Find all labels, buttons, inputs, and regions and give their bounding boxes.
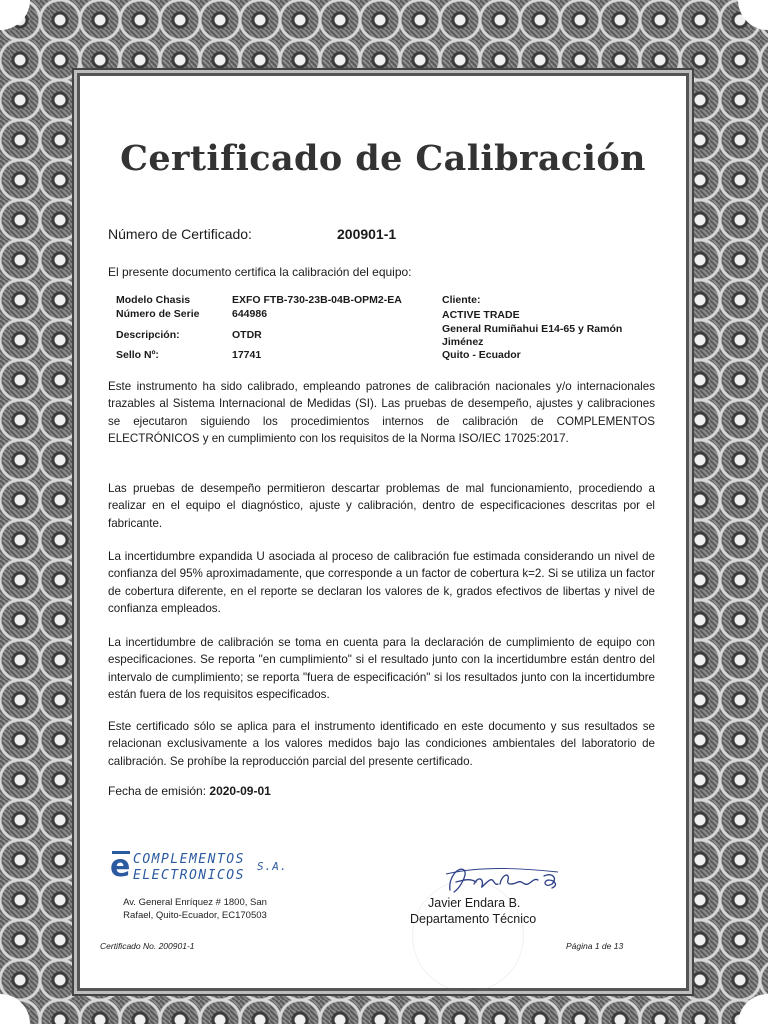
model-value: EXFO FTB-730-23B-04B-OPM2-EA [232,294,402,306]
logo-line1: COMPLEMENTOS [133,852,245,867]
company-address-line1: Av. General Enríquez # 1800, San [123,897,267,908]
handwritten-signature [440,860,570,900]
client-address-line1: General Rumiñahui E14-65 y Ramón [442,323,623,335]
company-address-line2: Rafael, Quito-Ecuador, EC170503 [123,910,267,921]
client-city: Quito - Ecuador [442,349,521,361]
border-corner-cutout [0,0,30,30]
paragraph-calibration: Este instrumento ha sido calibrado, empleando patrones de calibración nacionales y/o internacionales trazables al Sistema Internacional de Medidas (SI). Las pruebas de desempeño, ajustes y calibraciones se ejecutaron siguiendo los procedimientos internos de calibración de COMPLEMENTOS ELECTRÓNICOS y en cumplimiento con los requisitos de la Norma ISO/IEC 17025:2017. [108,380,655,445]
paragraph-uncertainty: La incertidumbre expandida U asociada al proceso de calibración fue estimada considerando un nivel de confianza del 95% aproximadamente, que corresponde a un factor de cobertura k=2. Si se utiliza un factor de cobertura diferente, en el reporte se declaran los valores de k, grados efectivos de libertas y nivel de confianza empleados. [108,550,655,615]
border-corner-cutout [0,994,30,1024]
description-label: Descripción: [116,329,180,341]
serial-value: 644986 [232,308,268,320]
certificate-number-label: Número de Certificado: [108,226,252,242]
client-address-line2: Jiménez [442,336,484,348]
issue-date-label: Fecha de emisión: [108,784,207,798]
intro-text: El presente documento certifica la calibración del equipo: [108,265,412,279]
issue-date [108,784,271,798]
certificate-number-value: 200901-1 [337,226,397,242]
paragraph-compliance: La incertidumbre de calibración se toma en cuenta para la declaración de cumplimiento de equipo con especificaciones. Se reporta "en cumplimiento" si el resultado junto con la incertidumbre están dentro del intervalo de cumplimiento; se reporta "fuera de especificación" si los resultados junto con la incertidumbre están fuera de los requisitos especificados. [108,636,655,701]
logo-line2: ELECTRONICOS [133,868,245,883]
paragraph-performance: Las pruebas de desempeño permitieron descartar problemas de mal funcionamiento, procediendo a realizar en el equipo el diagnóstico, ajuste y calibración, dentro de especificaciones descritas por el fabricante. [108,482,655,530]
client-name: ACTIVE TRADE [442,309,520,321]
footer-certificate-ref: Certificado No. 200901-1 [100,941,195,951]
seal-label: Sello Nº: [116,349,159,361]
signer-department: Departamento Técnico [410,912,537,926]
seal-value: 17741 [232,349,262,361]
description-value: OTDR [232,329,262,341]
logo-suffix: S.A. [257,860,288,873]
border-corner-cutout [738,994,768,1024]
model-label: Modelo Chasis [116,294,191,306]
issue-date-value: 2020-09-01 [209,784,271,798]
serial-label: Número de Serie [116,308,200,320]
border-corner-cutout [738,0,768,30]
certificate-title: Certificado de Calibración [120,138,646,179]
signer-name: Javier Endara B. [428,896,521,910]
paragraph-scope: Este certificado sólo se aplica para el instrumento identificado en este documento y sus resultados se relacionan exclusivamente a los valores medidos bajo las condiciones ambientales del laboratorio de calibración. Se prohíbe la reproducción parcial del presente certificado. [108,720,655,768]
client-label: Cliente: [442,294,481,306]
footer-page-number: Página 1 de 13 [566,941,624,951]
company-logo-icon: e [110,849,131,884]
